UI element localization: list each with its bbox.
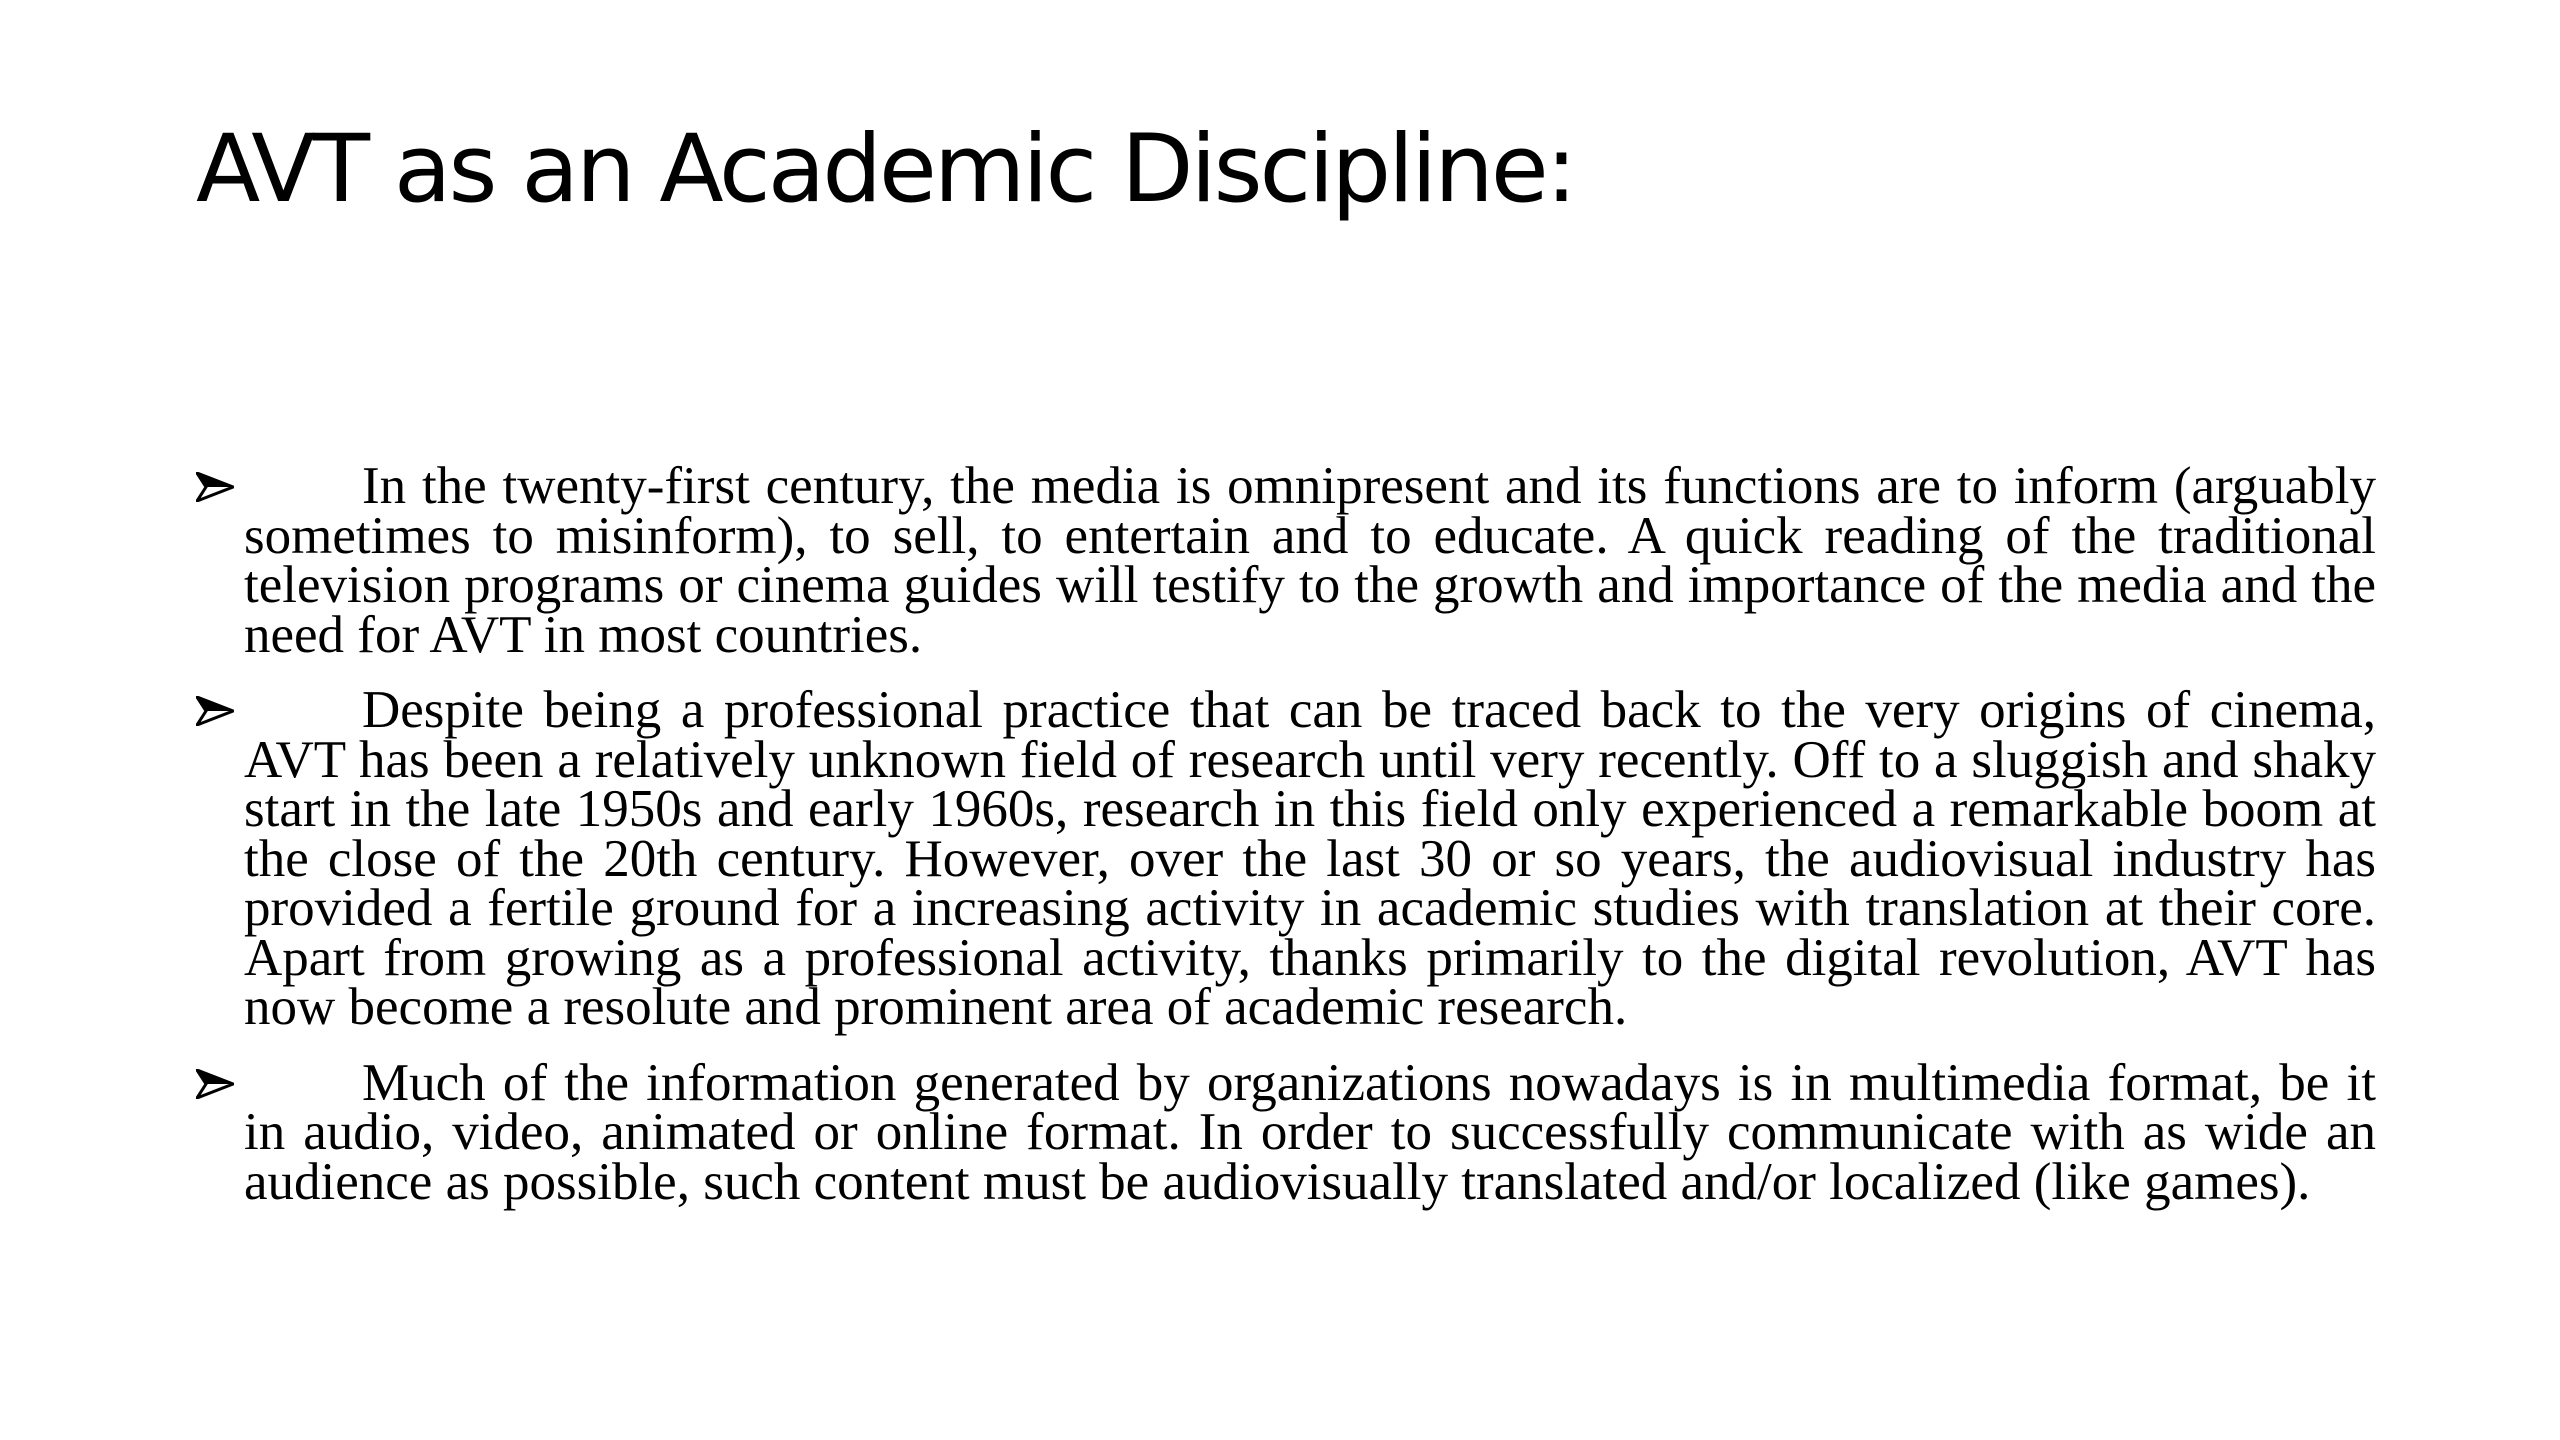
bullet-text: Despite being a professional practice that can be traced back to the very origins of cinema, AVT has been a relatively unknown field of research until very recently. Off to a sluggish and shaky start in the late 1950s and early 1960s, research in this field only experienced a remarkable boom at the close of the 20th century. However, over the last 30 or so years, the audiovisual industry has provided a fertile ground for a increasing activity in academic studies with translation at their core. Apart from growing as a professional activity, thanks primarily to the digital revolution, AVT has now become a resolute and prominent area of academic research. — [244, 681, 2376, 1036]
bullet-item — [196, 681, 2376, 1036]
bullet-item — [196, 1053, 2376, 1211]
arrowhead-bullet-icon — [196, 686, 236, 735]
arrowhead-bullet-icon — [196, 462, 236, 511]
bullet-text: Much of the information generated by organizations nowadays is in multimedia format, be it in audio, video, animated or online format. In order to successfully communicate with as wide an audience as possible, such content must be audiovisually translated and/or localized (like games). — [244, 1053, 2376, 1211]
bullet-list — [196, 457, 2376, 1233]
arrowhead-bullet-icon — [196, 1059, 236, 1108]
bullet-item — [196, 457, 2376, 664]
bullet-text: In the twenty-first century, the media is omnipresent and its functions are to inform (arguably sometimes to misinform), to sell, to entertain and to educate. A quick reading of the traditional television programs or cinema guides will testify to the growth and importance of the media and the need for AVT in most countries. — [244, 457, 2376, 664]
slide-title: AVT as an Academic Discipline: — [196, 115, 1575, 224]
